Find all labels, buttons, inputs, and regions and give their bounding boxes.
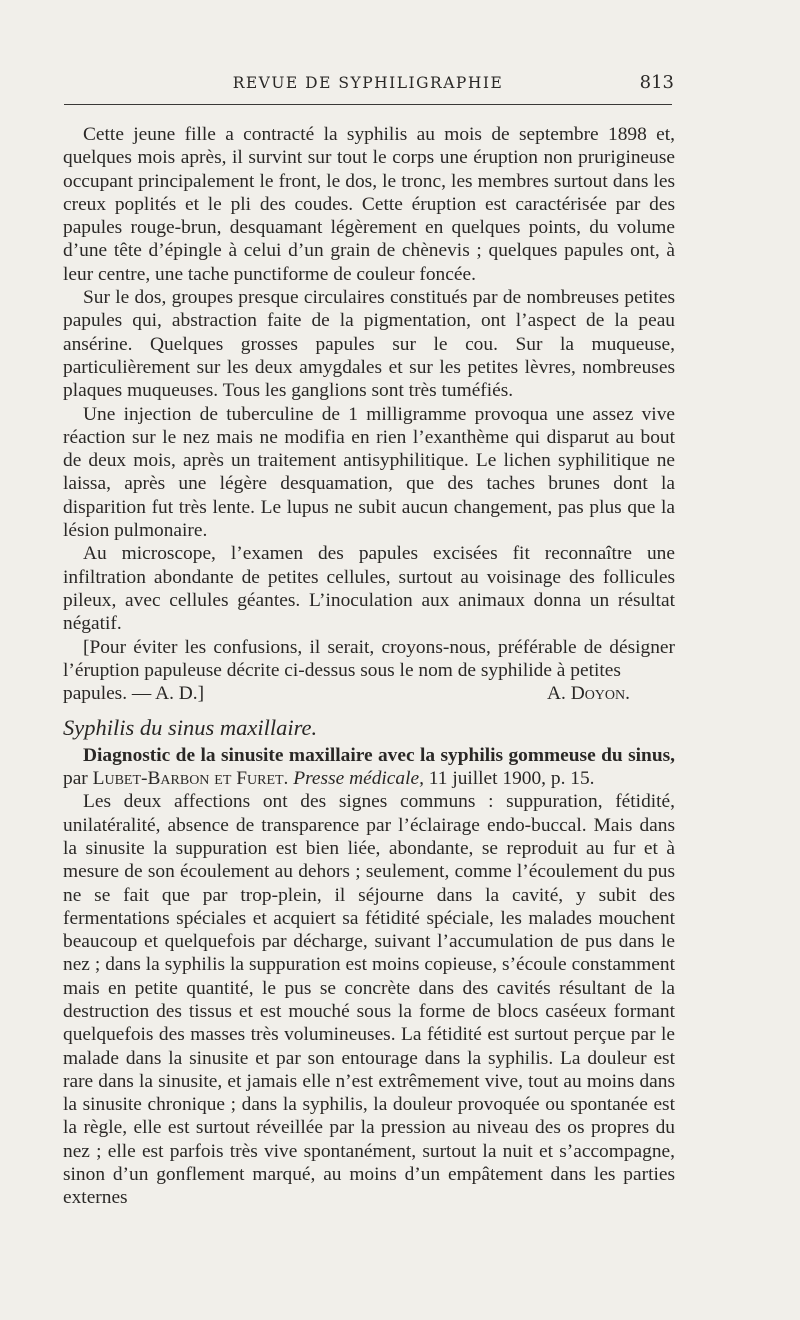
article-title: Diagnostic de la sinusite maxillaire avec la syphilis gommeuse du sinus, [83, 744, 675, 766]
section-title: Syphilis du sinus maxillaire. [63, 715, 318, 741]
page-number: 813 [639, 72, 674, 93]
paragraph: Sur le dos, groupes presque circulaires constitués par de nombreuses petites papules qui, abstraction faite de la pigmentation, ont l’aspect de la peau ansérine. Quelques grosses papules sur le cou. Sur la muqueuse, particulièrement sur les deux amygdales et sur les petites lèvres, nombreuses plaques muqueuses. Tous les ganglions sont très tuméfiés. [63, 287, 675, 402]
article-date: 11 juillet 1900, p. 15. [428, 768, 595, 790]
paragraph: Les deux affections ont des signes communs : suppuration, fétidité, unilatéralité, absence de transparence par l’éclairage endo-buccal. Mais dans la sinusite la suppuration est bien liée, abondante, se reproduit au fur et à mesure de son écoulement au dehors ; seulement, comme l’écoulement du pus ne se fait que par trop-plein, il séjourne dans la cavité, y subit des fermentations spéciales et acquiert sa fétidité spéciale, les malades mouchent beaucoup et quelquefois par décharge, suivant l’accumulation de pus dans le nez ; dans la syphilis la suppuration est moins copieuse, s’écoule constamment mais en petite quantité, le pus se concrète dans des cavités résultant de la destruction des tissus et est mouché sous la forme de blocs caséeux formant quelquefois des masses très volumineuses. La fétidité est surtout perçue par le malade dans la sinusite et par son entourage dans la syphilis. La douleur est rare dans la sinusite, et jamais elle n’est extrêmement vive, tout au moins dans la sinusite chronique ; dans la syphilis, la douleur provoquée ou spontanée est la règle, elle est surtout réveillée par la pression au niveau des os propres du nez ; elle est parfois très vive spontanément, surtout la nuit et s’accompagne, sinon d’un gonflement marqué, au moins d’un empâtement dans les parties externes [63, 791, 675, 1209]
editor-note: [Pour éviter les confusions, il serait, croyons-nous, préférable de désigner l’éruption papuleuse décrite ci-dessus sous le nom de syphilide à petites [63, 636, 675, 681]
editor-note-last-line: papules. — A. D.] [63, 683, 205, 705]
article-citation [63, 744, 675, 791]
article-authors: Lubet-Barbon et Furet. [92, 768, 289, 790]
header-rule [64, 104, 672, 105]
signature: A. Doyon. [547, 683, 630, 705]
paragraph: Au microscope, l’examen des papules excisées fit reconnaître une infiltration abondante de petites cellules, surtout au voisinage des follicules pileux, avec cellules géantes. L’inoculation aux animaux donna un résultat négatif. [63, 543, 675, 635]
paragraph: Cette jeune fille a contracté la syphilis au mois de septembre 1898 et, quelques mois après, il survint sur tout le corps une éruption non prurigineuse occupant principalement le front, le dos, le tronc, les membres surtout dans les creux poplités et le pli des coudes. Cette éruption est caractérisée par des papules rouge-brun, desquamant légèrement en quelques points, du volume d’une tête d’épingle à celui d’un grain de chènevis ; quelques papules ont, à leur centre, une tache punctiforme de couleur foncée. [63, 124, 675, 285]
editor-note-end [63, 682, 675, 705]
citation-by: par [63, 768, 88, 790]
journal-title: REVUE DE SYPHILIGRAPHIE [232, 74, 504, 92]
paragraph: Une injection de tuberculine de 1 milligramme provoqua une assez vive réaction sur le nez mais ne modifia en rien l’exanthème qui disparut au bout de deux mois, après un traitement antisyphilitique. Le lichen syphilitique ne laissa, après une légère desquamation, que des taches brunes dont la disparition fut très lente. Le lupus ne subit aucun changement, pas plus que la lésion pulmonaire. [63, 403, 675, 542]
running-head [62, 72, 674, 96]
article-journal: Presse médicale, [293, 768, 424, 790]
body-text [63, 123, 675, 1210]
